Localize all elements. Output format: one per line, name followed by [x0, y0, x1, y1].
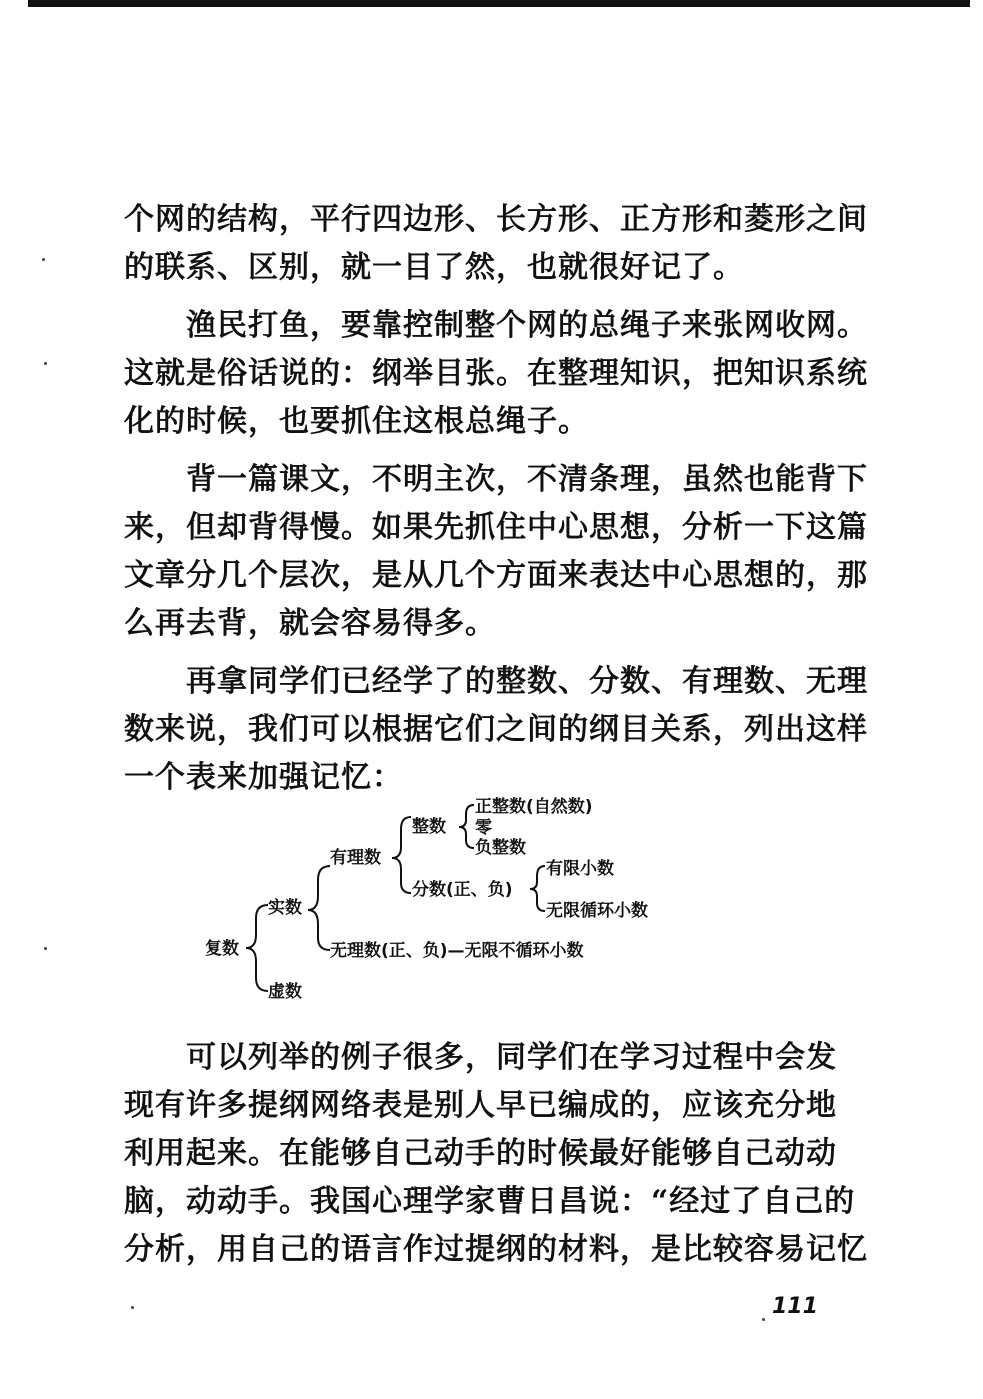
paragraph [124, 658, 868, 802]
text-line: 来，但却背得慢。如果先抓住中心思想，分析一下这篇 [124, 510, 868, 545]
scan-speck [131, 1306, 134, 1309]
brace-fraction [530, 866, 545, 911]
body-text-lower [124, 1034, 868, 1278]
label-complex: 复数 [205, 939, 239, 959]
paragraph [124, 456, 868, 648]
top-border-rule [28, 0, 970, 7]
brace-rational [392, 817, 411, 893]
text-line: 分析，用自己的语言作过提纲的材料，是比较容易记忆 [124, 1232, 868, 1267]
text-line: 一个表来加强记忆： [124, 760, 403, 795]
body-text-upper [124, 196, 868, 806]
label-imaginary: 虚数 [268, 982, 302, 1002]
text-line: 这就是俗话说的：纲举目张。在整理知识，把知识系统 [124, 356, 868, 391]
brace-integer [459, 805, 474, 848]
label-fraction: 分数(正、负) [412, 880, 513, 900]
label-integer: 整数 [412, 817, 446, 837]
text-line: 利用起来。在能够自己动手的时候最好能够自己动动 [124, 1136, 837, 1171]
text-line: 再拿同学们已经学了的整数、分数、有理数、无理 [186, 664, 868, 699]
text-line: 数来说，我们可以根据它们之间的纲目关系，列出这样 [124, 712, 868, 747]
page-number: 111 [772, 1294, 818, 1319]
text-line: 渔民打鱼，要靠控制整个网的总绳子来张网收网。 [186, 308, 868, 343]
paragraph [124, 1034, 868, 1274]
label-positive-integer: 正整数(自然数) [475, 797, 593, 817]
label-irrational: 无理数(正、负)—无限不循环小数 [330, 941, 584, 961]
label-repeating-decimal: 无限循环小数 [546, 901, 648, 921]
text-line: 化的时候，也要抓住这根总绳子。 [124, 404, 589, 439]
scan-speck [44, 362, 47, 365]
text-line: 现有许多提纲网络表是别人早已编成的，应该充分地 [124, 1088, 837, 1123]
text-line: 的联系、区别，就一目了然，也就很好记了。 [124, 250, 744, 285]
paragraph [124, 302, 868, 446]
brace-real [308, 866, 330, 950]
paragraph [124, 196, 868, 292]
text-line: 个网的结构，平行四边形、长方形、正方形和菱形之间 [124, 202, 868, 237]
label-negative-integer: 负整数 [475, 838, 526, 858]
brace-complex [246, 905, 268, 991]
scan-speck [42, 258, 45, 261]
scan-speck [44, 947, 47, 950]
label-finite-decimal: 有限小数 [546, 859, 614, 879]
text-line: 可以列举的例子很多，同学们在学习过程中会发 [186, 1040, 837, 1075]
label-rational: 有理数 [330, 848, 381, 868]
label-zero: 零 [475, 818, 492, 838]
text-line: 么再去背，就会容易得多。 [124, 606, 496, 641]
text-line: 文章分几个层次，是从几个方面来表达中心思想的，那 [124, 558, 868, 593]
text-line: 背一篇课文，不明主次，不清条理，虽然也能背下 [186, 462, 868, 497]
label-real: 实数 [268, 898, 302, 918]
scan-speck [762, 1318, 765, 1321]
text-line: 脑，动动手。我国心理学家曹日昌说：“经过了自己的 [124, 1184, 856, 1219]
